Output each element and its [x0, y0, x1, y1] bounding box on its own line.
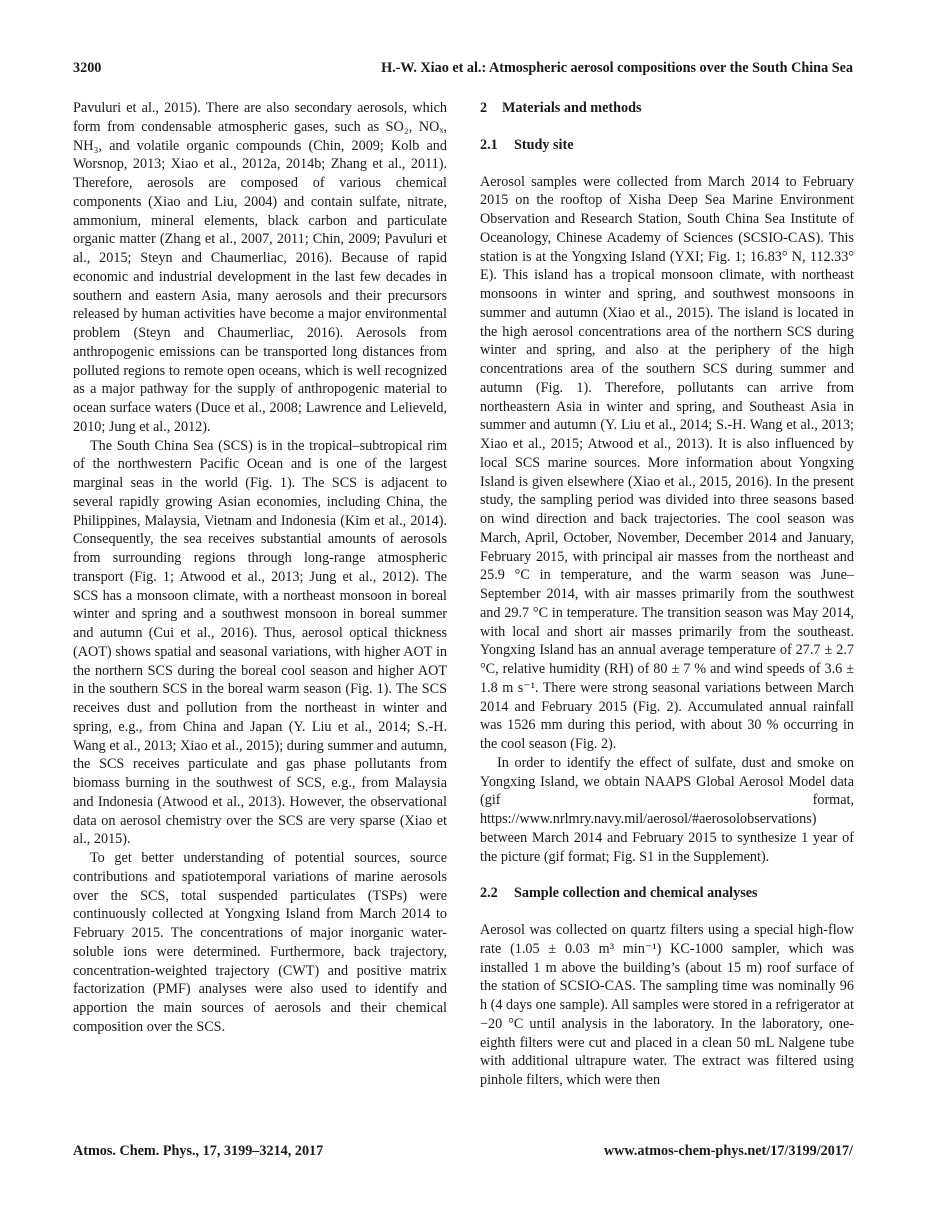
body-paragraph: To get better understanding of potential sources, source contributions and spatiotemporal variations of marine aerosols over the SCS, total suspended particulates (TSPs) were continuously collected at Yongxing Island from March 2014 to February 2015. The concentrations of major inorganic water-soluble ions were determined. Furthermore, back trajectory, concentration-weighted trajectory (CWT) and positive matrix factorization (PMF) analyses were also used to identify and apportion the main sources of aerosols and their chemical composition over the SCS.: [73, 850, 447, 1035]
left-column: [73, 99, 447, 1037]
body-paragraph: Aerosol was collected on quartz filters using a special high-flow rate (1.05 ± 0.03 m³ min⁻¹) KC-1000 sampler, which was installed 1 m above the building’s (about 15 m) roof surface of the station of SCSIO-CAS. The sampling time was nominally 96 h (4 days one sample). All samples were stored in a refrigerator at −20 °C until analysis in the laboratory. In the laboratory, one-eighth filters were cut and placed in a clean 50 mL Nalgene tube with additional ultrapure water. The extract was filtered using pinhole filters, which were then: [480, 922, 854, 1088]
body-paragraph: Aerosol samples were collected from March 2014 to February 2015 on the rooftop of Xisha Deep Sea Marine Environment Observation and Research Station, South China Sea Institute of Oceanology, Chinese Academy of Sciences (SCSIO-CAS). This station is at the Yongxing Island (YXI; Fig. 1; 16.83° N, 112.33° E). This island has a tropical monsoon climate, with northeast monsoons in winter and spring, and southwest monsoons in summer and autumn (Xiao et al., 2015). The island is located in the high aerosol concentrations area of the northern SCS during winter and spring, and also at the periphery of the high concentrations area of the southern SCS during summer and autumn (Fig. 1). Therefore, pollutants can arrive from northeastern Asia in winter and spring, and Southeast Asia in summer and autumn (Y. Liu et al., 2014; S.-H. Wang et al., 2013; Xiao et al., 2015; Atwood et al., 2013). It is also influenced by local SCS marine sources. More information about Yongxing Island is given elsewhere (Xiao et al., 2015, 2016). In the present study, the sampling period was divided into three seasons based on wind direction and back trajectories. The cool season was March, April, October, November, December 2014 and January, February 2015, with principal air masses from the northeast and 25.9 °C in temperature, and the warm season was June–September 2014, with air masses primarily from the southwest and 29.7 °C in temperature. The transition season was May 2014, with local and short air masses primarily from the southeast. Yongxing Island has an annual average temperature of 27.7 ± 2.7 °C, relative humidity (RH) of 80 ± 7 % and wind speeds of 3.6 ± 1.8 m s⁻¹. There were strong seasonal variations between March 2014 and February 2015 (Fig. 2). Accumulated annual rainfall was 1526 mm during this period, with about 30 % occurring in the cool season (Fig. 2).: [480, 173, 854, 752]
body-paragraph: The South China Sea (SCS) is in the tropical–subtropical rim of the northwestern Pacific Ocean and is one of the largest marginal seas in the world (Fig. 1). The SCS is adjacent to several rapidly growing Asian economies, including China, the Philippines, Malaysia, Vietnam and Indonesia (Kim et al., 2014). Consequently, the sea receives substantial amounts of aerosols from surrounding regions through long-range atmospheric transport (Fig. 1; Atwood et al., 2013; Jung et al., 2012). The SCS has a monsoon climate, with a northeast monsoon in boreal winter and spring and a southwest monsoon in boreal summer and autumn (Cui et al., 2016). Thus, aerosol optical thickness (AOT) shows spatial and seasonal variations, with higher AOT in the northern SCS during the boreal cool season and higher AOT in the southern SCS in the boreal warm season (Fig. 1). The SCS receives dust and pollution from the northeast in winter and spring, e.g., from China and Japan (Y. Liu et al., 2014; S.-H. Wang et al., 2013; Xiao et al., 2015); during summer and autumn, the SCS receives particulate and gas phase pollutants from biomass burning in the southwest of SCS, e.g., from Malaysia and Indonesia (Atwood et al., 2013). However, the observational data on aerosol chemistry over the SCS are very sparse (Xiao et al., 2015).: [73, 437, 447, 848]
body-paragraph: Pavuluri et al., 2015). There are also secondary aerosols, which form from condensable atmospheric gases, such as SO₂, NOₓ, NH₃, and volatile organic compounds (Chin, 2009; Kolb and Worsnop, 2013; Xiao et al., 2012a, 2014b; Zhang et al., 2011). Therefore, aerosols are composed of various chemical components (Xiao and Liu, 2004) and contain sulfate, nitrate, ammonium, mineral elements, black carbon and particulate organic matter (Zhang et al., 2007, 2011; Chin, 2009; Pavuluri et al., 2015; Steyn and Chaumerliac, 2016). Because of rapid economic and industrial development in the last few decades in southern and eastern Asia, many aerosols and their precursors released by human activities have become a major environmental problem (Steyn and Chaumerliac, 2016). Aerosols from anthropogenic emissions can be transported long distances from polluted regions to remote open oceans, which is well recognized as a major pathway for the supply of anthropogenic material to ocean surface waters (Duce et al., 2008; Lawrence and Lelieveld, 2010; Jung et al., 2012).: [73, 100, 447, 435]
section-heading: [480, 99, 854, 118]
section-number: 2: [480, 100, 488, 116]
subsection-number: 2.1: [480, 136, 498, 153]
subsection-title: Study site: [514, 136, 574, 153]
subsection-heading: [480, 136, 854, 155]
body-paragraph: In order to identify the effect of sulfate, dust and smoke on Yongxing Island, we obtain NAAPS Global Aerosol Model data (gif format, https://www.nrlmry.navy.mil/aerosol/#aerosolobservations) between March 2014 and February 2015 to synthesize 1 year of the picture (gif format; Fig. S1 in the Supplement).: [480, 754, 854, 865]
subsection-title: Sample collection and chemical analyses: [514, 885, 758, 902]
subsection-number: 2.2: [480, 885, 498, 902]
journal-citation: Atmos. Chem. Phys., 17, 3199–3214, 2017: [73, 1143, 324, 1159]
page-number: 3200: [73, 60, 102, 76]
running-title: H.-W. Xiao et al.: Atmospheric aerosol compositions over the South China Sea: [381, 60, 853, 76]
section-title: Materials and methods: [502, 100, 642, 116]
running-header: [73, 60, 853, 80]
journal-url[interactable]: www.atmos-chem-phys.net/17/3199/2017/: [603, 1143, 853, 1159]
subsection-heading: [480, 884, 854, 903]
right-column: [480, 99, 854, 1090]
